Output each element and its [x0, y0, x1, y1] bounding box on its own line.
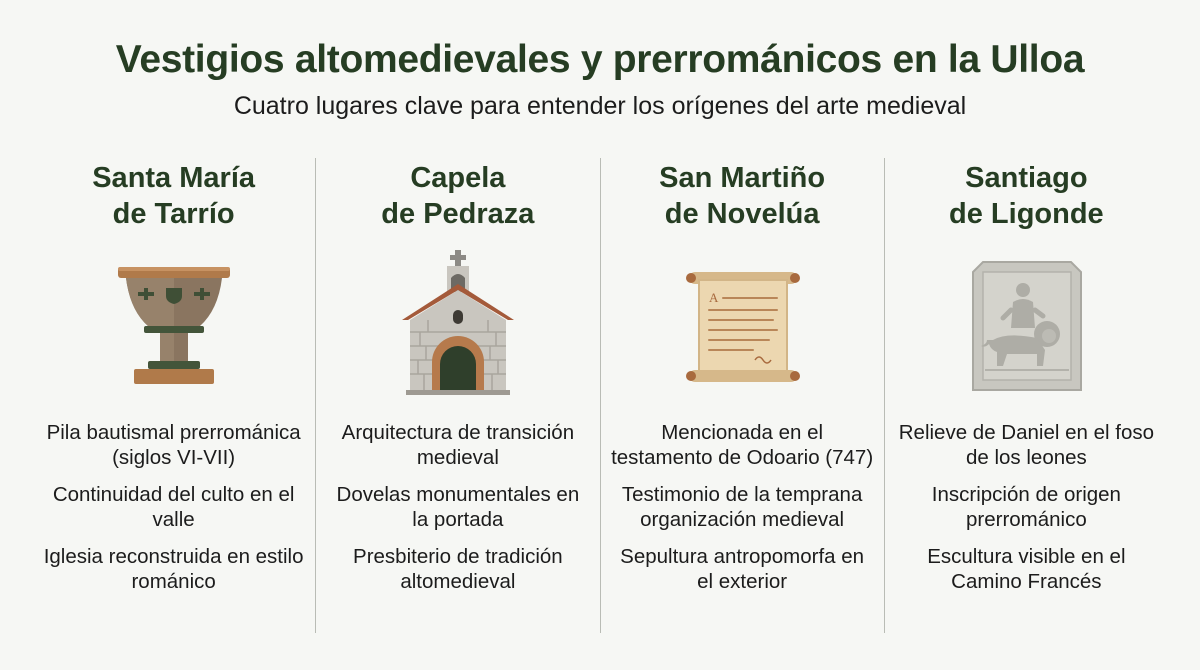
site-column-tarrio	[32, 158, 315, 633]
site-facts	[316, 420, 599, 606]
site-title-line2: de Tarrío	[112, 198, 235, 230]
fact-item: Dovelas monumentales en la portada	[336, 483, 580, 531]
site-facts	[601, 420, 884, 606]
fact-item: Iglesia reconstruida en estilo románico	[43, 545, 304, 593]
baptismal-font-icon	[114, 250, 234, 400]
fact-item: Escultura visible en el Camino Francés	[927, 545, 1126, 593]
site-title-line2: de Pedraza	[381, 198, 535, 230]
fact-item: Pila bautismal prerrománica (siglos VI-VII)	[46, 421, 301, 469]
site-title-line1: Capela	[410, 162, 506, 194]
sites-grid	[32, 158, 1168, 633]
site-title	[32, 160, 315, 232]
svg-text:A: A	[708, 290, 718, 305]
site-title-line1: Santa María	[92, 162, 256, 194]
fact-item: Testimonio de la temprana organización medieval	[621, 483, 863, 531]
site-facts	[885, 420, 1168, 606]
fact-item: Mencionada en el testamento de Odoario (747)	[611, 421, 874, 469]
fact-item: Presbiterio de tradición altomedieval	[353, 545, 563, 593]
site-title-line1: San Martiño	[659, 162, 826, 194]
site-title	[885, 160, 1168, 232]
site-title-line1: Santiago	[965, 162, 1088, 194]
page-title: Vestigios altomedievales y prerrománicos en la Ulloa	[115, 38, 1085, 81]
relief-icon	[967, 250, 1087, 400]
site-column-novelua	[600, 158, 884, 633]
site-title	[316, 160, 599, 232]
site-title-line2: de Ligonde	[949, 198, 1104, 230]
chapel-icon	[398, 250, 518, 400]
fact-item: Sepultura antropomorfa en el exterior	[620, 545, 865, 593]
fact-item: Inscripción de origen prerrománico	[931, 483, 1121, 531]
scroll-icon	[683, 250, 803, 400]
fact-item: Arquitectura de transición medieval	[341, 421, 575, 469]
site-column-ligonde	[884, 158, 1168, 633]
site-title-line2: de Novelúa	[664, 198, 820, 230]
site-column-pedraza	[315, 158, 599, 633]
site-title	[601, 160, 884, 232]
site-facts	[32, 420, 315, 606]
fact-item: Continuidad del culto en el valle	[52, 483, 295, 531]
page-subtitle: Cuatro lugares clave para entender los orígenes del arte medieval	[233, 92, 967, 120]
fact-item: Relieve de Daniel en el foso de los leones	[898, 421, 1155, 469]
